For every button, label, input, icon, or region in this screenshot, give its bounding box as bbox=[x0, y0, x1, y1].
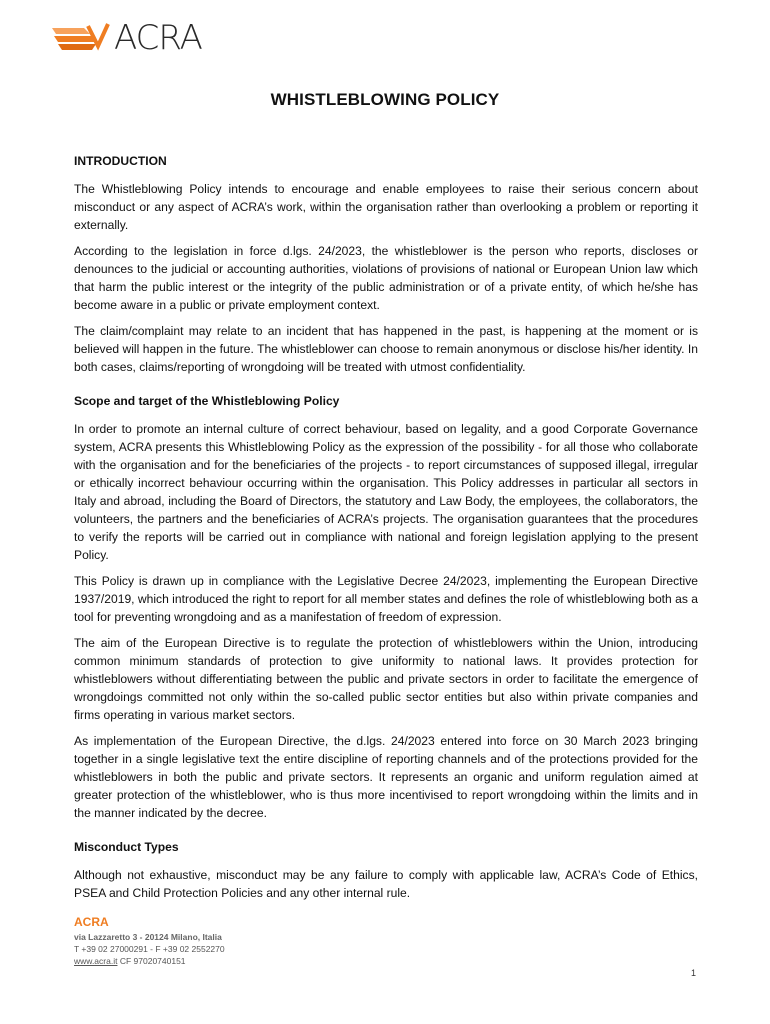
footer-phone: T +39 02 27000291 - F +39 02 2552270 bbox=[74, 944, 225, 954]
acra-logo-icon bbox=[50, 20, 110, 56]
section-heading-introduction: INTRODUCTION bbox=[74, 154, 167, 168]
document-body bbox=[74, 152, 698, 910]
page-title: WHISTLEBLOWING POLICY bbox=[270, 90, 500, 109]
paragraph: This Policy is drawn up in compliance with the Legislative Decree 24/2023, implementing the European Directive 1937/2019, which introduced the right to report for all member states and defines the role of whistleblowing both as a tool for preventing wrongdoing and as a manifestation of freedom of expression. bbox=[74, 574, 698, 624]
paragraph: According to the legislation in force d.lgs. 24/2023, the whistleblower is the person who reports, discloses or denounces to the judicial or accounting authorities, violations of provisions of national or European Union law which that harm the public interest or the integrity of the public administration or of a private entity, of which he/she has become aware in a public or private employment context. bbox=[74, 244, 698, 312]
footer-brand: ACRA bbox=[74, 915, 109, 929]
paragraph: The claim/complaint may relate to an incident that has happened in the past, is happening at the moment or is believed will happen in the future. The whistleblower can choose to remain anonymous or disclose his/her identity. In both cases, claims/reporting of wrongdoing will be treated with utmost confidentiality. bbox=[74, 324, 698, 374]
acra-logo bbox=[50, 18, 202, 58]
paragraph: In order to promote an internal culture of correct behaviour, based on legality, and a good Corporate Governance system, ACRA presents this Whistleblowing Policy as the expression of the possibility - for all those who collaborate with the organisation and for the beneficiaries of the projects - to report circumstances of supposed illegal, irregular or ethically incorrect behaviour occurring within the organisation. This Policy addresses in particular all sectors in Italy and abroad, including the Board of Directors, the statutory and Law Body, the employees, the collaborators, the volunteers, the partners and the beneficiaries of ACRA’s projects. The organisation guarantees that the procedures to verify the reports will be carried out in compliance with national and foreign legislation applying to the present Policy. bbox=[74, 422, 698, 562]
paragraph: The aim of the European Directive is to regulate the protection of whistleblowers within the Union, introducing common minimum standards of protection to give uniformity to national laws. It provides protection for whistleblowers without differentiating between the public and private sectors in order to facilitate the emergence of wrongdoings committed not only within the so-called public sector entities but also within private companies and firms operating in various market sectors. bbox=[74, 636, 698, 722]
page-number: 1 bbox=[690, 968, 696, 978]
footer-cf: CF 97020740151 bbox=[119, 956, 186, 966]
footer-web-line bbox=[74, 955, 225, 967]
footer-website-link[interactable]: www.acra.it bbox=[74, 956, 118, 966]
section-heading-scope: Scope and target of the Whistleblowing Policy bbox=[74, 394, 340, 408]
section-heading-misconduct: Misconduct Types bbox=[74, 840, 179, 854]
footer bbox=[74, 916, 225, 967]
paragraph: The Whistleblowing Policy intends to encourage and enable employees to raise their serious concern about misconduct or any aspect of ACRA’s work, within the organisation rather than overlooking a problem or reporting it externally. bbox=[74, 182, 698, 232]
paragraph: Although not exhaustive, misconduct may be any failure to comply with applicable law, ACRA’s Code of Ethics, PSEA and Child Protection Policies and any other internal rule. bbox=[74, 868, 698, 900]
logo-text: ACRA bbox=[114, 18, 202, 58]
footer-address: via Lazzaretto 3 - 20124 Milano, Italia bbox=[74, 932, 222, 942]
paragraph: As implementation of the European Directive, the d.lgs. 24/2023 entered into force on 30 March 2023 bringing together in a single legislative text the entire discipline of reporting channels and of the protections provided for the whistleblowers in both the public and private sectors. It represents an organic and uniform regulation aimed at greater protection of the whistleblower, who is thus more incentivised to report wrongdoing within the limits and in the manner indicated by the decree. bbox=[74, 734, 698, 820]
